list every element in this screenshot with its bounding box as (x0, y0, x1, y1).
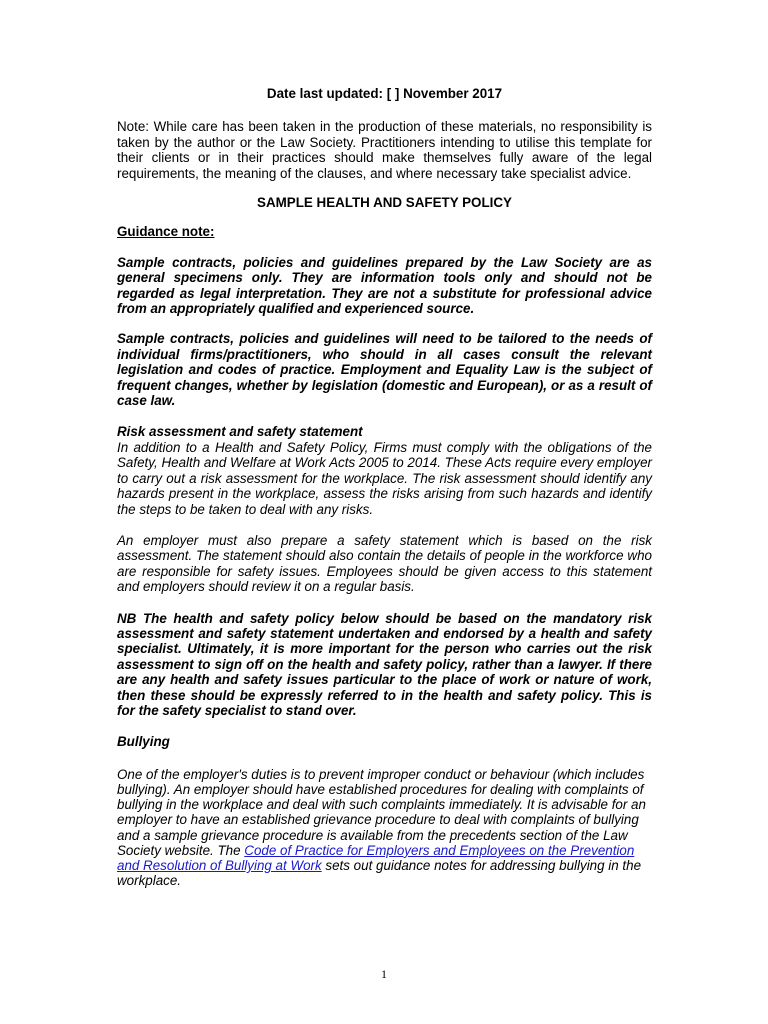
nb-paragraph: NB The health and safety policy below should be based on the mandatory risk assessment and safety statement undertaken and endorsed by a health and safety specialist. Ultimately, it is more important for the person who carries out the risk assessment to sign off on the health and safety policy, rather than a lawyer. If there are any health and safety issues particular to the place of work or nature of work, then these should be expressly referred to in the health and safety policy. This is for the safety specialist to stand over. (117, 610, 652, 718)
bullying-text-before: One of the employer's duties is to prevent improper conduct or behaviour (which includes bullying). An employer should have established procedures for dealing with complaints of bullying in the workplace and deal with such complaints immediately. It is advisable for an employer to have an established grievance procedure to deal with complaints of bullying and a sample grievance procedure is available from the precedents section of the Law Society website. The (117, 766, 646, 858)
bullying-paragraph (117, 767, 652, 889)
date-last-updated: Date last updated: [ ] November 2017 (266, 86, 503, 101)
document-page (117, 84, 652, 888)
guidance-heading: Guidance note: (117, 224, 215, 240)
code-of-practice-link[interactable]: Code of Practice for Employers and Employees on the Prevention and Resolution of Bullying at Work (117, 842, 635, 874)
risk-paragraph-1: In addition to a Health and Safety Policy, Firms must comply with the obligations of the Safety, Health and Welfare at Work Acts 2005 to 2014. These Acts require every employer to carry out a risk assessment for the workplace. The risk assessment should identify any hazards present in the workplace, assess the risks arising from such hazards and identify the steps to be taken to deal with any risks. (117, 439, 652, 517)
guidance-paragraph-2: Sample contracts, policies and guidelines will need to be tailored to the needs of individual firms/practitioners, who should in all cases consult the relevant legislation and codes of practice. Employment and Equality Law is the subject of frequent changes, whether by legislation (domestic and European), or as a result of case law. (117, 331, 652, 409)
disclaimer-note: Note: While care has been taken in the production of these materials, no responsibility is taken by the author or the Law Society. Practitioners intending to utilise this template for their clients or in their practices should make themselves fully aware of the legal requirements, the meaning of the clauses, and where necessary take specialist advice. (117, 119, 652, 181)
guidance-paragraph-1: Sample contracts, policies and guidelines prepared by the Law Society are as general specimens only. They are information tools only and should not be regarded as legal interpretation. They are not a substitute for professional advice from an appropriately qualified and experienced source. (117, 254, 652, 317)
risk-assessment-heading: Risk assessment and safety statement (117, 423, 363, 439)
document-title: SAMPLE HEALTH AND SAFETY POLICY (257, 195, 512, 211)
page-number: 1 (381, 967, 387, 981)
bullying-heading: Bullying (117, 734, 170, 750)
risk-paragraph-2: An employer must also prepare a safety statement which is based on the risk assessment. The statement should also contain the details of people in the workforce who are responsible for safety issues. Employees should be given access to this statement and employers should review it on a regular basis. (117, 532, 652, 595)
bullying-text-after: sets out guidance notes for addressing bullying in the workplace. (117, 858, 642, 889)
